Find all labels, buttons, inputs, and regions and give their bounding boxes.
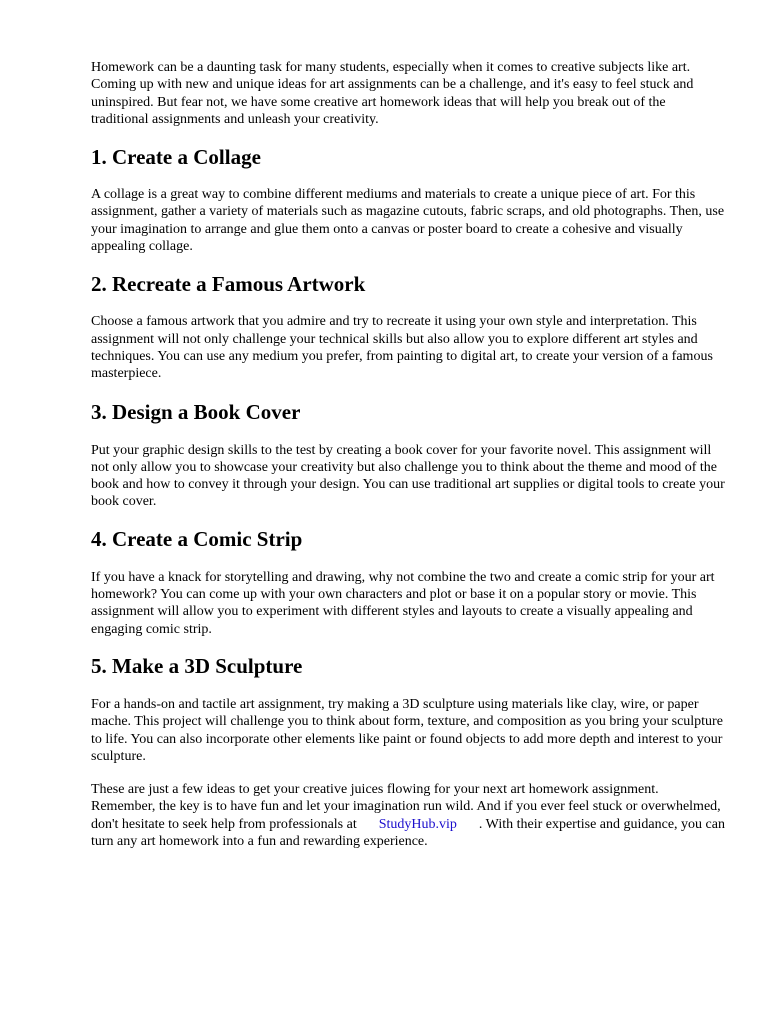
closing-text-before-link: These are just a few ideas to get your creative juices flowing for your next art homework assignment. Remember, the key is to have fun and let your imagination run wild. And if you ever feel stuck or overwhelmed, don't hesitate to seek help from professionals at (91, 782, 721, 832)
section-heading-famous-artwork: 2. Recreate a Famous Artwork (91, 272, 366, 297)
section-body-collage: A collage is a great way to combine different mediums and materials to create a unique piece of art. For this assignment, gather a variety of materials such as magazine cutouts, fabric scraps, and old photographs. Then, use your imagination to arrange and glue them onto a canvas or poster board to create a cohesive and visually appealing collage. (91, 187, 725, 255)
studyhub-link[interactable]: StudyHub.vip (378, 816, 457, 832)
document-body (91, 59, 725, 850)
section-heading-collage: 1. Create a Collage (91, 145, 261, 170)
section-heading-3d-sculpture: 5. Make a 3D Sculpture (91, 653, 303, 678)
section-heading-comic-strip: 4. Create a Comic Strip (91, 526, 303, 551)
section-body-book-cover: Put your graphic design skills to the test by creating a book cover for your favorite novel. This assignment will not only allow you to showcase your creativity but also challenge you to think about the theme and mood of the book and how to convey it through your design. You can use traditional art supplies or digital tools to create your book cover. (91, 442, 725, 510)
closing-paragraph (91, 781, 725, 850)
section-body-comic-strip: If you have a knack for storytelling and drawing, why not combine the two and create a comic strip for your art homework? You can come up with your own characters and plot or base it on a popular story or movie. This assignment will allow you to experiment with different styles and layouts to create a visually appealing and engaging comic strip. (91, 569, 715, 637)
section-heading-book-cover: 3. Design a Book Cover (91, 399, 301, 424)
intro-paragraph: Homework can be a daunting task for many students, especially when it comes to creative subjects like art. Coming up with new and unique ideas for art assignments can be a challenge, and it's easy to feel stuck and uninspired. But fear not, we have some creative art homework ideas that will help you break out of the traditional assignments and unleash your creativity. (91, 60, 694, 127)
section-body-famous-artwork: Choose a famous artwork that you admire and try to recreate it using your own style and interpretation. This assignment will not only challenge your technical skills but also allow you to explore different art styles and techniques. You can use any medium you prefer, from painting to digital art, to create your version of a famous masterpiece. (91, 314, 713, 382)
section-body-3d-sculpture: For a hands-on and tactile art assignment, try making a 3D sculpture using materials like clay, wire, or paper mache. This project will challenge you to think about form, texture, and composition as you bring your sculpture to life. You can also incorporate other elements like paint or found objects to add more depth and interest to your sculpture. (91, 696, 723, 764)
closing-text-after-link: . With their expertise and guidance, you can turn any art homework into a fun and rewarding experience. (91, 816, 725, 850)
